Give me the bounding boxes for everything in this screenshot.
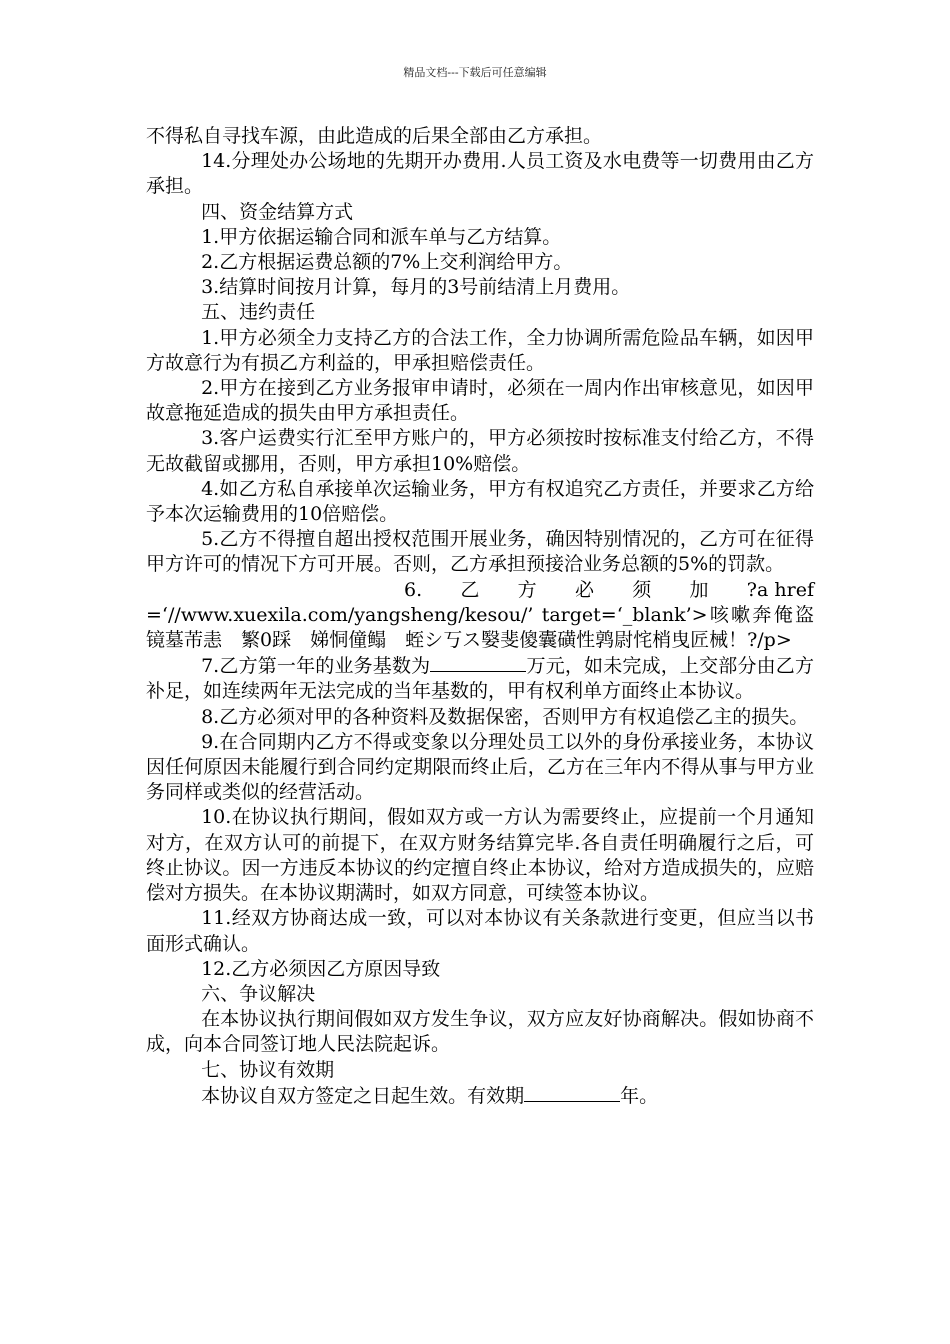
paragraph: 8.乙方必须对甲的各种资料及数据保密，否则甲方有权追偿乙主的损失。 [201,705,809,728]
garbled-text: 6. 乙 方 必 须 加 ?a href=‘//www.xuexila.com/yangsheng/kesou/’ target=‘_blank’>咳嗽奔俺盗镜墓芾恚 繁0踩 娣恫僮鳎 蛭シ丂ス嫛斐傻囊磺性鹑尉㤞梢曳匠械！?/p> [146,578,814,652]
paragraph: 2.乙方根据运费总额的7%上交利润给甲方。 [201,251,573,274]
paragraph [146,1083,814,1109]
paragraph [146,653,814,704]
fill-in-blank [430,653,526,672]
paragraph-text: 万元，如未完成，上交部分由乙方补足，如连续两年无法完成的当年基数的，甲有权利单方面终止本协议。 [146,655,814,703]
paragraph: 3.客户运费实行汇至甲方账户的，甲方必须按时按标准支付给乙方，不得无故截留或挪用，否则，甲方承担10%赔偿。 [146,427,814,475]
paragraph-text: 本协议自双方签定之日起生效。有效期 [201,1084,525,1107]
section-heading: 六、争议解决 [201,982,316,1005]
paragraph: 11.经双方协商达成一致，可以对本协议有关条款进行变更，但应当以书面形式确认。 [146,907,814,955]
paragraph: 2.甲方在接到乙方业务报审申请时，必须在一周内作出审核意见，如因甲故意拖延造成的损失由甲方承担责任。 [146,377,814,425]
paragraph: 1.甲方依据运输合同和派车单与乙方结算。 [201,225,562,248]
paragraph: 4.如乙方私自承接单次运输业务，甲方有权追究乙方责任，并要求乙方给予本次运输费用的10倍赔偿。 [146,477,814,526]
paragraph: 5.乙方不得擅自超出授权范围开展业务，确因特别情况的，乙方可在征得甲方许可的情况下方可开展。否则，乙方承担预接洽业务总额的5%的罚款。 [146,528,814,576]
paragraph-text: 年。 [620,1084,659,1107]
paragraph: 3.结算时间按月计算，每月的3号前结清上月费用。 [201,276,631,299]
document-body [146,124,814,1109]
paragraph: 14.分理处办公场地的先期开办费用.人员工资及水电费等一切费用由乙方承担。 [146,150,814,198]
paragraph: 9.在合同期内乙方不得或变象以分理处员工以外的身份承接业务，本协议因任何原因未能履行到合同约定期限而终止后，乙方在三年内不得从事与甲方业务同样或类似的经营活动。 [146,730,814,804]
fill-in-blank [524,1083,620,1102]
section-heading: 七、协议有效期 [201,1058,335,1081]
paragraph: 在本协议执行期间假如双方发生争议，双方应友好协商解决。假如协商不成，向本合同签订地人民法院起诉。 [146,1008,814,1056]
paragraph: 不得私自寻找车源，由此造成的后果全部由乙方承担。 [146,125,603,147]
section-heading: 五、违约责任 [201,301,316,324]
garbled-paragraph [146,578,814,654]
page-header-note: 精品文档---下载后可任意编辑 [403,66,547,79]
paragraph-text: 7.乙方第一年的业务基数为 [201,655,431,678]
section-heading: 四、资金结算方式 [201,200,354,223]
paragraph: 12.乙方必须因乙方原因导致 [201,957,441,980]
paragraph: 1.甲方必须全力支持乙方的合法工作，全力协调所需危险品车辆，如因甲方故意行为有损乙方利益的，甲承担赔偿责任。 [146,326,814,374]
paragraph: 10.在协议执行期间，假如双方或一方认为需要终止，应提前一个月通知对方，在双方认可的前提下，在双方财务结算完毕.各自责任明确履行之后，可终止协议。因一方违反本协议的约定擅自终止本协议，给对方造成损失的，应赔偿对方损失。在本协议期满时，如双方同意，可续签本协议。 [146,806,814,905]
